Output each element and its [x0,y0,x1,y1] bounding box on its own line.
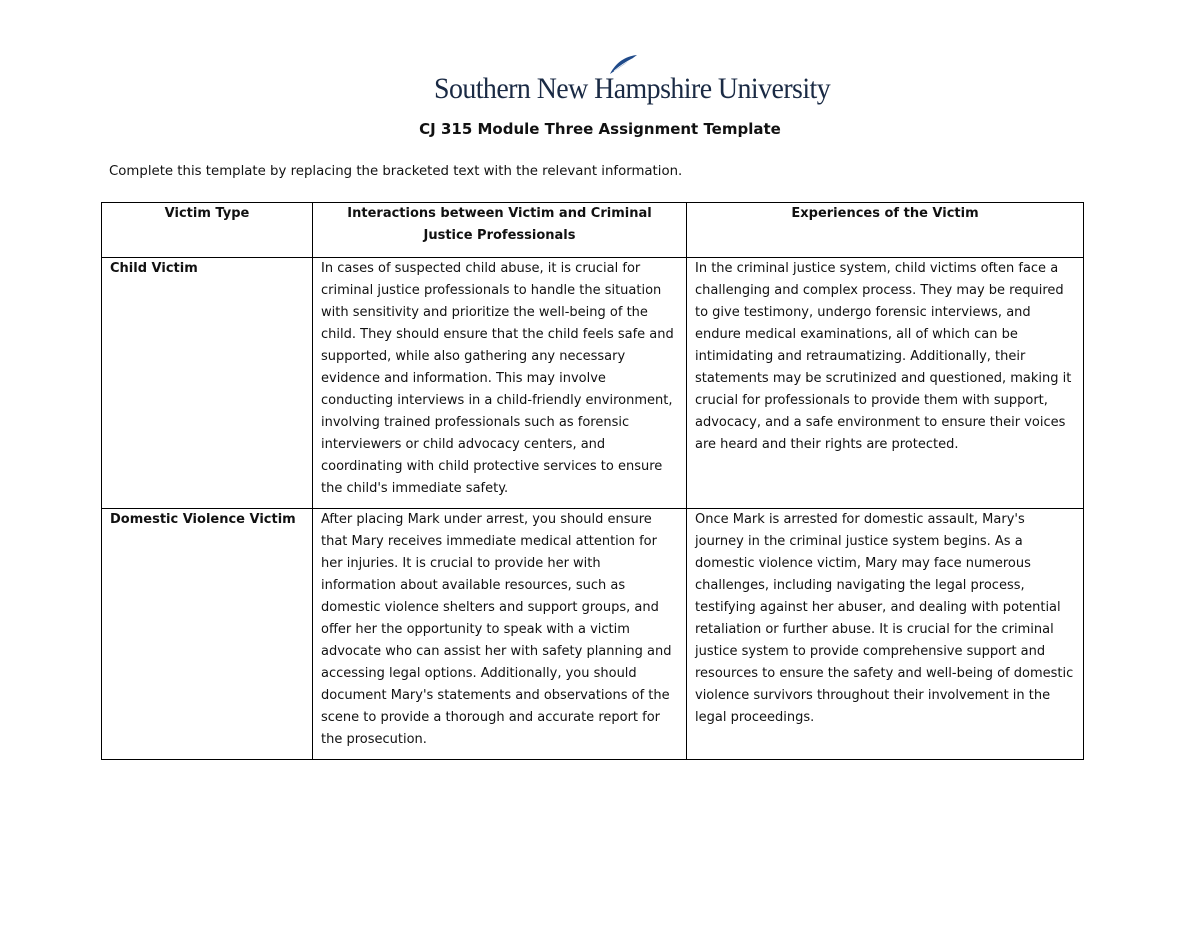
interactions-cell: In cases of suspected child abuse, it is crucial for criminal justice professionals to handle the situation with sensitivity and prioritize the well-being of the child. They should ensure that the child feels safe and supported, while also gathering any necessary evidence and information. This may involve conducting interviews in a child-friendly environment, involving trained professionals such as forensic interviewers or child advocacy centers, and coordinating with child protective services to ensure the child's immediate safety. [313,258,687,509]
university-logo [434,54,831,105]
experiences-cell: Once Mark is arrested for domestic assault, Mary's journey in the criminal justice system begins. As a domestic violence victim, Mary may face numerous challenges, including navigating the legal process, testifying against her abuser, and dealing with potential retaliation or further abuse. It is crucial for the criminal justice system to provide comprehensive support and resources to ensure the safety and well-being of domestic violence survivors throughout their involvement in the legal proceedings. [687,509,1084,760]
table-header-row [102,203,1084,258]
instructions-text: Complete this template by replacing the bracketed text with the relevant information. [109,164,683,179]
victim-table [101,202,1084,760]
header-interactions: Interactions between Victim and Criminal Justice Professionals [313,203,687,258]
header-victim-type: Victim Type [102,203,313,258]
experiences-cell: In the criminal justice system, child victims often face a challenging and complex process. They may be required to give testimony, undergo forensic interviews, and endure medical examinations, all of which can be intimidating and retraumatizing. Additionally, their statements may be scrutinized and questioned, making it crucial for professionals to provide them with support, advocacy, and a safe environment to ensure their voices are heard and their rights are protected. [687,258,1084,509]
logo-wordmark: Southern New Hampshire University [434,72,831,105]
header-experiences: Experiences of the Victim [687,203,1084,258]
victim-type-cell: Child Victim [102,258,313,509]
interactions-cell: After placing Mark under arrest, you should ensure that Mary receives immediate medical attention for her injuries. It is crucial to provide her with information about available resources, such as domestic violence shelters and support groups, and offer her the opportunity to speak with a victim advocate who can assist her with safety planning and accessing legal options. Additionally, you should document Mary's statements and observations of the scene to provide a thorough and accurate report for the prosecution. [313,509,687,760]
table-row [102,509,1084,760]
table-row [102,258,1084,509]
document-title: CJ 315 Module Three Assignment Template [419,120,781,138]
victim-type-cell: Domestic Violence Victim [102,509,313,760]
